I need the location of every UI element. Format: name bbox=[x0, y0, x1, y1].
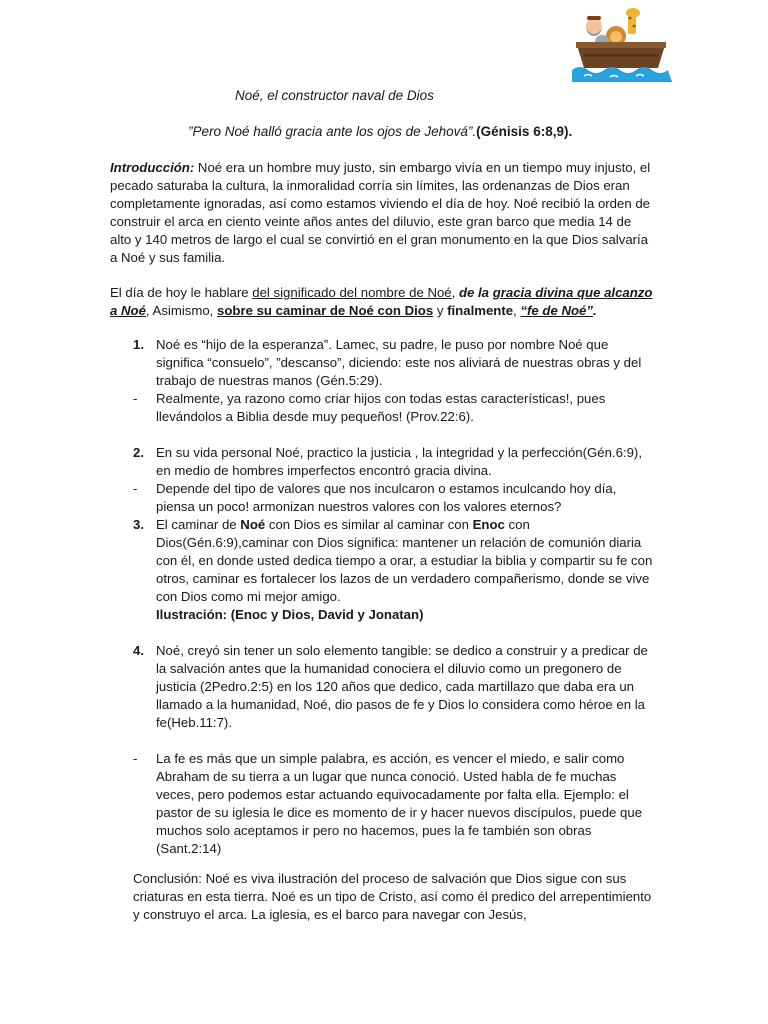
list-item-text: Realmente, ya razono como criar hijos con todas estas características!, pues llevándolos a Biblia desde muy pequeños! (Prov.22:6). bbox=[156, 391, 606, 424]
illustration-note: Ilustración: (Enoc y Dios, David y Jonatan) bbox=[156, 607, 424, 622]
list-item bbox=[133, 480, 658, 516]
list-marker: - bbox=[133, 391, 138, 406]
verse-reference: (Génisis 6:8,9) bbox=[476, 124, 569, 139]
conclusion-paragraph: Conclusión: Noé es viva ilustración del proceso de salvación que Dios sigue con sus criaturas en esta tierra. Noé es un tipo de Cristo, así como él predico del arrepentimiento y construyo el arca. La iglesia, es el barco para navegar con Jesús, bbox=[133, 871, 652, 922]
page-title: Noé, el constructor naval de Dios bbox=[235, 88, 434, 103]
introduction-paragraph bbox=[110, 159, 655, 267]
introduction-label: Introducción: bbox=[110, 160, 195, 175]
outline-text: . bbox=[592, 303, 597, 318]
outline-text: , bbox=[513, 303, 521, 318]
outline-text: finalmente bbox=[447, 303, 514, 318]
item-text-part: con Dios es similar al caminar con bbox=[265, 517, 473, 532]
verse-quote: ”Pero Noé halló gracia ante los ojos de Jehová”. bbox=[188, 124, 477, 139]
outline-topic-walk: sobre su caminar de Noé con Dios bbox=[217, 303, 434, 318]
item-text-part: con Dios(Gén.6:9),caminar con Dios significa: mantener un relación de comunión diaria con él, en donde usted dedica tiempo a orar, a estudiar la biblia y compartir su fe con otros, caminar es fortalecer los lazos de un verdadero compañerismo, donde se vive con Dios como mi mejor amigo. bbox=[156, 517, 653, 604]
list-marker: 2. bbox=[133, 445, 144, 460]
list-marker: 3. bbox=[133, 517, 144, 532]
item-text-noe: Noé bbox=[240, 517, 266, 532]
outline-text: El día de hoy le hablare bbox=[110, 285, 253, 300]
list-item bbox=[133, 516, 658, 624]
list-item-text: En su vida personal Noé, practico la justicia , la integridad y la perfección(Gén.6:9), en medio de hombres imperfectos encontró gracia divina. bbox=[156, 445, 642, 478]
outline-topic-faith: “fe de Noé” bbox=[520, 303, 593, 318]
item-text-part: El caminar de bbox=[156, 517, 241, 532]
outline-text: , bbox=[451, 285, 459, 300]
list-item bbox=[133, 444, 658, 480]
outline-text: de la bbox=[458, 285, 493, 300]
list-item bbox=[133, 336, 658, 390]
introduction-text: Noé era un hombre muy justo, sin embargo vivía en un tiempo muy injusto, el pecado saturaba la cultura, la inmoralidad corría sin límites, las ordenanzas de Dios eran completamente ignoradas, así como estamos viviendo el día de hoy. Noé recibió la orden de construir el arca en ciento veinte años antes del diluvio, este gran barco que media 14 de alto y 140 metros de largo el cual se convirtió en el gran monumento en la que Dios salvaría a Noé y sus familia. bbox=[110, 160, 651, 265]
key-verse bbox=[188, 124, 572, 139]
outline-topic-name: del significado del nombre de Noé bbox=[252, 285, 452, 300]
outline-text: y bbox=[433, 303, 448, 318]
sermon-points-list bbox=[133, 336, 658, 858]
list-item bbox=[133, 750, 658, 858]
list-marker: - bbox=[133, 751, 138, 766]
list-item bbox=[133, 642, 658, 732]
verse-end: . bbox=[568, 124, 573, 139]
list-marker: 4. bbox=[133, 643, 144, 658]
list-item-text: Depende del tipo de valores que nos inculcaron o estamos inculcando hoy día, piensa un poco! armonizan nuestros valores con los valores eternos? bbox=[156, 481, 617, 514]
list-item-text: Noé, creyó sin tener un solo elemento tangible: se dedico a construir y a predicar de la salvación antes que la humanidad conociera el diluvio como un pregonero de justicia (2Pedro.2:5) en los 120 años que dedico, cada martillazo que daba era un llamado a la humanidad, Noé, dio pasos de fe y Dios lo considera como héroe en la fe(Heb.11:7). bbox=[156, 643, 648, 730]
outline-text: , Asimismo, bbox=[145, 303, 217, 318]
outline-topic-grace: gracia divina que alcanzo a Noé bbox=[110, 285, 653, 318]
list-item-text: Noé es “hijo de la esperanza”. Lamec, su padre, le puso por nombre Noé que significa “consuelo”, ”descanso”, diciendo: este nos aliviará de nuestras obras y del trabajo de nuestras manos (Gén.5:29). bbox=[156, 337, 642, 388]
list-marker: - bbox=[133, 481, 138, 496]
item-text-enoc: Enoc bbox=[472, 517, 505, 532]
sermon-outline-paragraph bbox=[110, 284, 655, 320]
list-item bbox=[133, 390, 658, 426]
list-item-text bbox=[156, 516, 658, 624]
list-marker: 1. bbox=[133, 337, 144, 352]
list-item-text: La fe es más que un simple palabra, es acción, es vencer el miedo, e salir como Abraham de su tierra a un lugar que nunca conoció. Usted habla de fe muchas veces, pero podemos estar actuando equivocadamente por falta ella. Ejemplo: el pastor de su iglesia le dice es momento de ir y hacer nuevos discípulos, puede que muchos solo aceptamos ir pero no hacemos, pues la fe también son obras (Sant.2:14) bbox=[156, 751, 643, 856]
noah-ark-icon bbox=[570, 6, 676, 84]
